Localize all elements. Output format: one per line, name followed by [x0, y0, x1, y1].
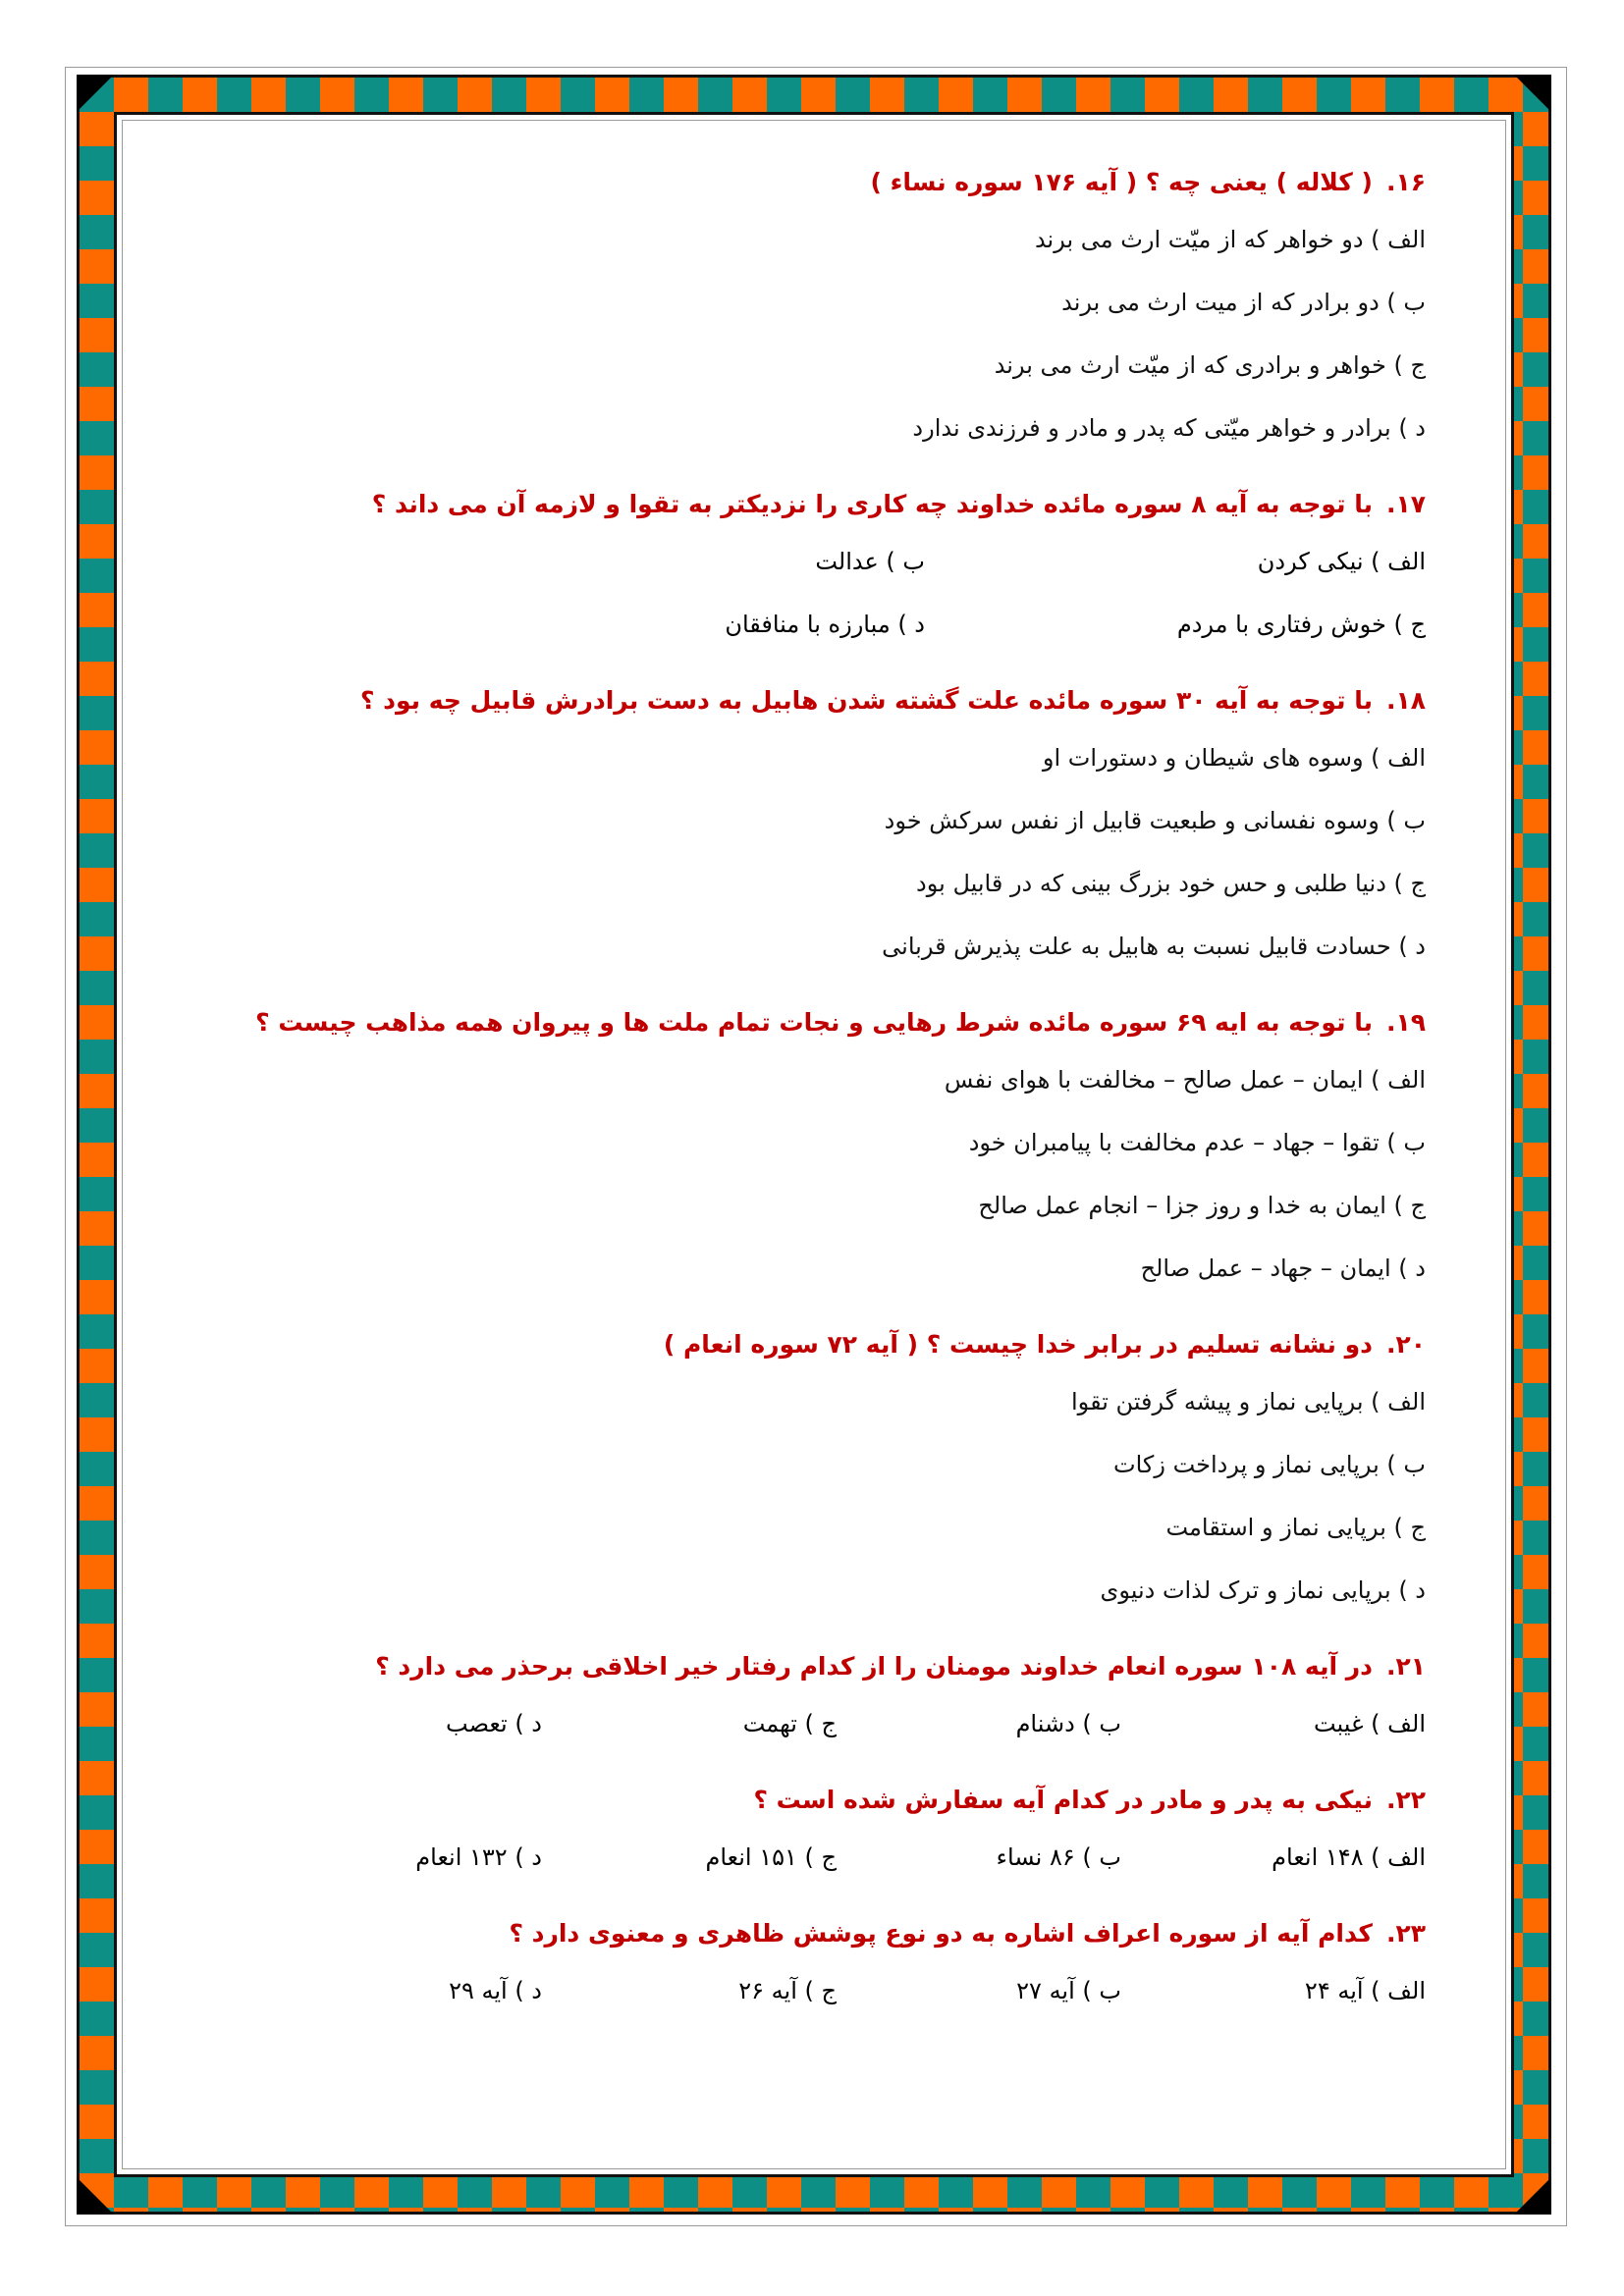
options-row [177, 1959, 1426, 2022]
question-number: ۲۰. [1385, 1330, 1426, 1359]
question-18 [177, 675, 1426, 726]
option-a: الف ) ایمان – عمل صالح – مخالفت با هوای نفس [944, 1066, 1426, 1094]
question-text: دو نشانه تسلیم در برابر خدا چیست ؟ ( آیه ۷۲ سوره انعام ) [663, 1330, 1373, 1359]
option-b: ب ) وسوه نفسانی و طبعیت قابیل از نفس سرکش خود [884, 807, 1426, 834]
option-d: د ) حسادت قابیل نسبت به هابیل به علت پذیرش قربانی [882, 933, 1426, 960]
option-b: ب ) تقوا – جهاد – عدم مخالفت با پیامبران خود [968, 1129, 1426, 1156]
option-c: ج ) دنیا طلبی و حس خود بزرگ بینی که در قابیل بود [916, 870, 1426, 897]
option-a: الف ) نیکی کردن [1257, 548, 1426, 575]
question-list [177, 157, 1426, 2022]
option-d: د ) ۱۳۲ انعام [415, 1843, 542, 1871]
option-d: د ) برادر و خواهر میّتی که پدر و مادر و فرزندی ندارد [912, 414, 1426, 442]
option-d: د ) آیه ۲۹ [449, 1977, 542, 2004]
question-number: ۱۸. [1385, 686, 1426, 715]
option-b: ب ) آیه ۲۷ [1016, 1977, 1121, 2004]
question-number: ۱۷. [1385, 490, 1426, 518]
question-23 [177, 1908, 1426, 1959]
option-a: الف ) دو خواهر که از میّت ارث می برند [1034, 226, 1426, 253]
option-b: ب ) دو برادر که از میت ارث می برند [1061, 289, 1426, 316]
option-c: ج ) خواهر و برادری که از میّت ارث می برند [994, 351, 1426, 379]
question-text: با توجه به آیه ۸ سوره مائده خداوند چه کاری را نزدیکتر به تقوا و لازمه آن می داند ؟ [371, 490, 1373, 518]
option-c: ج ) خوش رفتاری با مردم [1176, 611, 1426, 638]
options-row [177, 530, 1426, 593]
option-c: ج ) ۱۵۱ انعام [705, 1843, 837, 1871]
question-21 [177, 1641, 1426, 1692]
option-c: ج ) آیه ۲۶ [738, 1977, 837, 2004]
option-b: ب ) دشنام [1015, 1710, 1121, 1737]
option-c: ج ) ایمان به خدا و روز جزا – انجام عمل صالح [978, 1192, 1426, 1219]
option-a: الف ) غیبت [1313, 1710, 1426, 1737]
option-a: الف ) وسوه های شیطان و دستورات او [1042, 744, 1426, 772]
option-b: ب ) ۸۶ نساء [996, 1843, 1121, 1871]
option-a: الف ) آیه ۲۴ [1304, 1977, 1426, 2004]
question-text: در آیه ۱۰۸ سوره انعام خداوند مومنان را از کدام رفتار خیر اخلاقی برحذر می دارد ؟ [375, 1652, 1373, 1681]
question-22 [177, 1775, 1426, 1826]
options-row [177, 1826, 1426, 1889]
question-text: نیکی به پدر و مادر در کدام آیه سفارش شده است ؟ [753, 1786, 1373, 1814]
options-row [177, 593, 1426, 656]
option-a: الف ) ۱۴۸ انعام [1272, 1843, 1426, 1871]
question-text: با توجه به آیه ۳۰ سوره مائده علت گشته شدن هابیل به دست برادرش قابیل چه بود ؟ [359, 686, 1373, 715]
option-d: د ) تعصب [446, 1710, 542, 1737]
question-text: ( کلاله ) یعنی چه ؟ ( آیه ۱۷۶ سوره نساء ) [870, 168, 1373, 196]
option-c: ج ) تهمت [742, 1710, 837, 1737]
question-number: ۱۶. [1385, 168, 1426, 196]
question-number: ۲۱. [1385, 1652, 1426, 1681]
question-17 [177, 479, 1426, 530]
option-b: ب ) عدالت [815, 548, 925, 575]
question-16 [177, 157, 1426, 208]
question-19 [177, 997, 1426, 1048]
question-text: کدام آیه از سوره اعراف اشاره به دو نوع پوشش ظاهری و معنوی دارد ؟ [509, 1919, 1373, 1948]
option-d: د ) ایمان – جهاد – عمل صالح [1140, 1255, 1426, 1282]
options-row [177, 1692, 1426, 1755]
option-b: ب ) برپایی نماز و پرداخت زکات [1113, 1451, 1426, 1478]
question-text: با توجه به ایه ۶۹ سوره مائده شرط رهایی و نجات تمام ملت ها و پیروان همه مذاهب چیست ؟ [255, 1008, 1373, 1037]
question-number: ۱۹. [1385, 1008, 1426, 1037]
question-20 [177, 1319, 1426, 1370]
option-d: د ) برپایی نماز و ترک لذات دنیوی [1100, 1576, 1426, 1604]
option-c: ج ) برپایی نماز و استقامت [1165, 1514, 1426, 1541]
option-a: الف ) برپایی نماز و پیشه گرفتن تقوا [1071, 1388, 1426, 1415]
question-number: ۲۳. [1385, 1919, 1426, 1948]
option-d: د ) مبارزه با منافقان [725, 611, 925, 638]
question-number: ۲۲. [1385, 1786, 1426, 1814]
